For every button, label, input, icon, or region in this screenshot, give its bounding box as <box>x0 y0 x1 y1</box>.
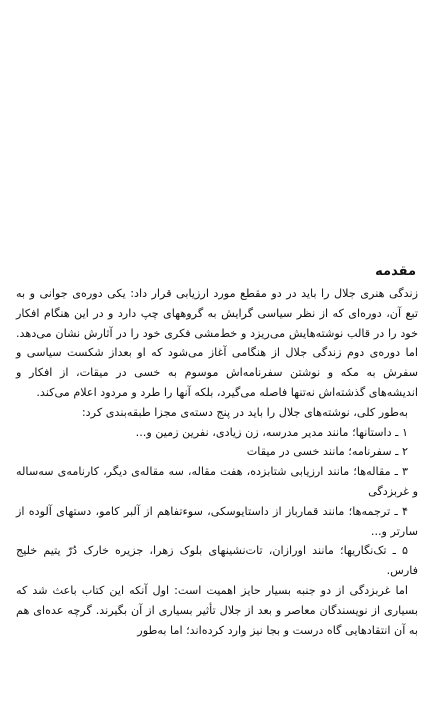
list-item-translations: ۴ ـ ترجمه‌ها؛ مانند قمارباز از داستایوسکی، سوءتفاهم از آلبر کامو، دستهای آلوده از سارتر و... <box>16 504 418 538</box>
intro-paragraph: زندگی هنری جلال را باید در دو مقطع مورد ارزیابی قرار داد: یکی دوره‌ی جوانی و به تبع آن، دوره‌ای که از نظر سیاسی گرایش به گروههای چپ دارد و در این هنگام افکار خود را در قالب نوشته‌هایش می‌ریزد و خط‌مشی فکری خود را در آثارش نشان می‌دهد. اما دوره‌ی دوم زندگی جلال از هنگامی آغاز می‌شود که او بعداز شکست سیاسی و سفرش به مکه و نوشتن سفرنامه‌اش موسوم به خسی در میقات، از افکار و اندیشه‌های گذشته‌اش نه‌تنها فاصله می‌گیرد، بلکه آنها را طرد و مردود اعلام می‌کند. <box>16 287 418 399</box>
list-item-articles: ۳ ـ مقاله‌ها؛ مانند ارزیابی شتابزده، هفت مقاله، سه مقاله‌ی دیگر، کارنامه‌ی سه‌ساله و غربزدگی <box>16 465 418 498</box>
list-item-monographs: ۵ ـ تک‌نگاریها؛ مانند اورازان، تات‌نشینهای بلوک زهرا، جزیره خارک دُرّ یتیم خلیج فارس. <box>16 544 418 578</box>
document-body <box>16 262 418 640</box>
list-item-travelogue: ۲ ـ سفرنامه؛ مانند خسی در میقات <box>246 445 408 459</box>
list-item-stories: ۱ ـ داستانها؛ مانند مدیر مدرسه، زن زیادی، نفرین زمین و... <box>135 425 408 439</box>
section-title: مقدمه <box>375 264 416 279</box>
classification-paragraph: به‌طور کلی، نوشته‌های جلال را باید در پنج دسته‌ی مجزا طبقه‌بندی کرد: <box>81 405 408 419</box>
closing-paragraph: اما غربزدگی از دو جنبه بسیار حایز اهمیت است: اول آنکه این کتاب باعث شد که بسیاری از نویسندگان معاصر و بعد از جلال تأثیر بسیاری از آن بگیرند. گرچه عده‌ای هم به آن انتقادهایی گاه درست و بجا نیز وارد کرده‌اند؛ اما به‌طور <box>16 583 418 637</box>
